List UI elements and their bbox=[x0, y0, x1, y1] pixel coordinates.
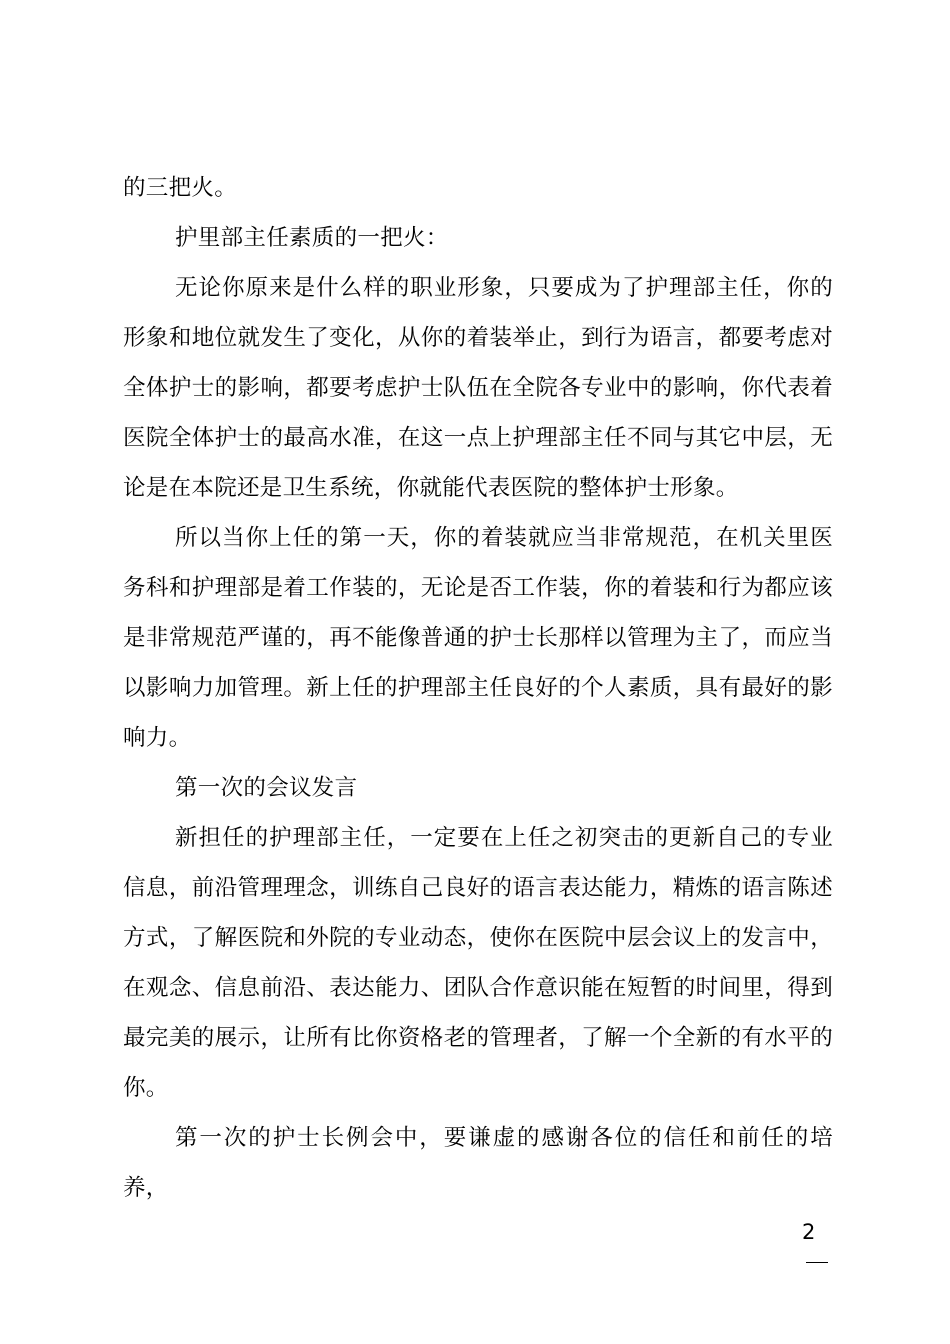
paragraph-6: 新担任的护理部主任，一定要在上任之初突击的更新自己的专业信息，前沿管理理念，训练自己良好的语言表达能力，精炼的语言陈述方式，了解医院和外院的专业动态，使你在医院中层会议上的发言中，在观念、信息前沿、表达能力、团队合作意识能在短暂的时间里，得到最完美的展示，让所有比你资格老的管理者，了解一个全新的有水平的你。 bbox=[123, 825, 833, 1101]
paragraph-3: 无论你原来是什么样的职业形象，只要成为了护理部主任，你的形象和地位就发生了变化，从你的着装举止，到行为语言，都要考虑对全体护士的影响，都要考虑护士队伍在全院各专业中的影响，你代表着医院全体护士的最高水准，在这一点上护理部主任不同与其它中层，无论是在本院还是卫生系统，你就能代表医院的整体护士形象。 bbox=[123, 275, 833, 501]
paragraph-5: 第一次的会议发言 bbox=[175, 775, 358, 801]
paragraph-4: 所以当你上任的第一天，你的着装就应当非常规范，在机关里医务科和护理部是着工作装的，无论是否工作装，你的着装和行为都应该是非常规范严谨的，再不能像普通的护士长那样以管理为主了，而应当以影响力加管理。新上任的护理部主任良好的个人素质，具有最好的影响力。 bbox=[123, 525, 833, 751]
paragraph-1: 的三把火。 bbox=[123, 175, 238, 201]
paragraph-2: 护里部主任素质的一把火： bbox=[175, 225, 449, 251]
paragraph-7: 第一次的护士长例会中，要谦虚的感谢各位的信任和前任的培养， bbox=[123, 1125, 833, 1201]
document-body bbox=[123, 163, 833, 1213]
page-number-dash bbox=[806, 1262, 828, 1263]
page-number: 2 bbox=[802, 1220, 816, 1244]
